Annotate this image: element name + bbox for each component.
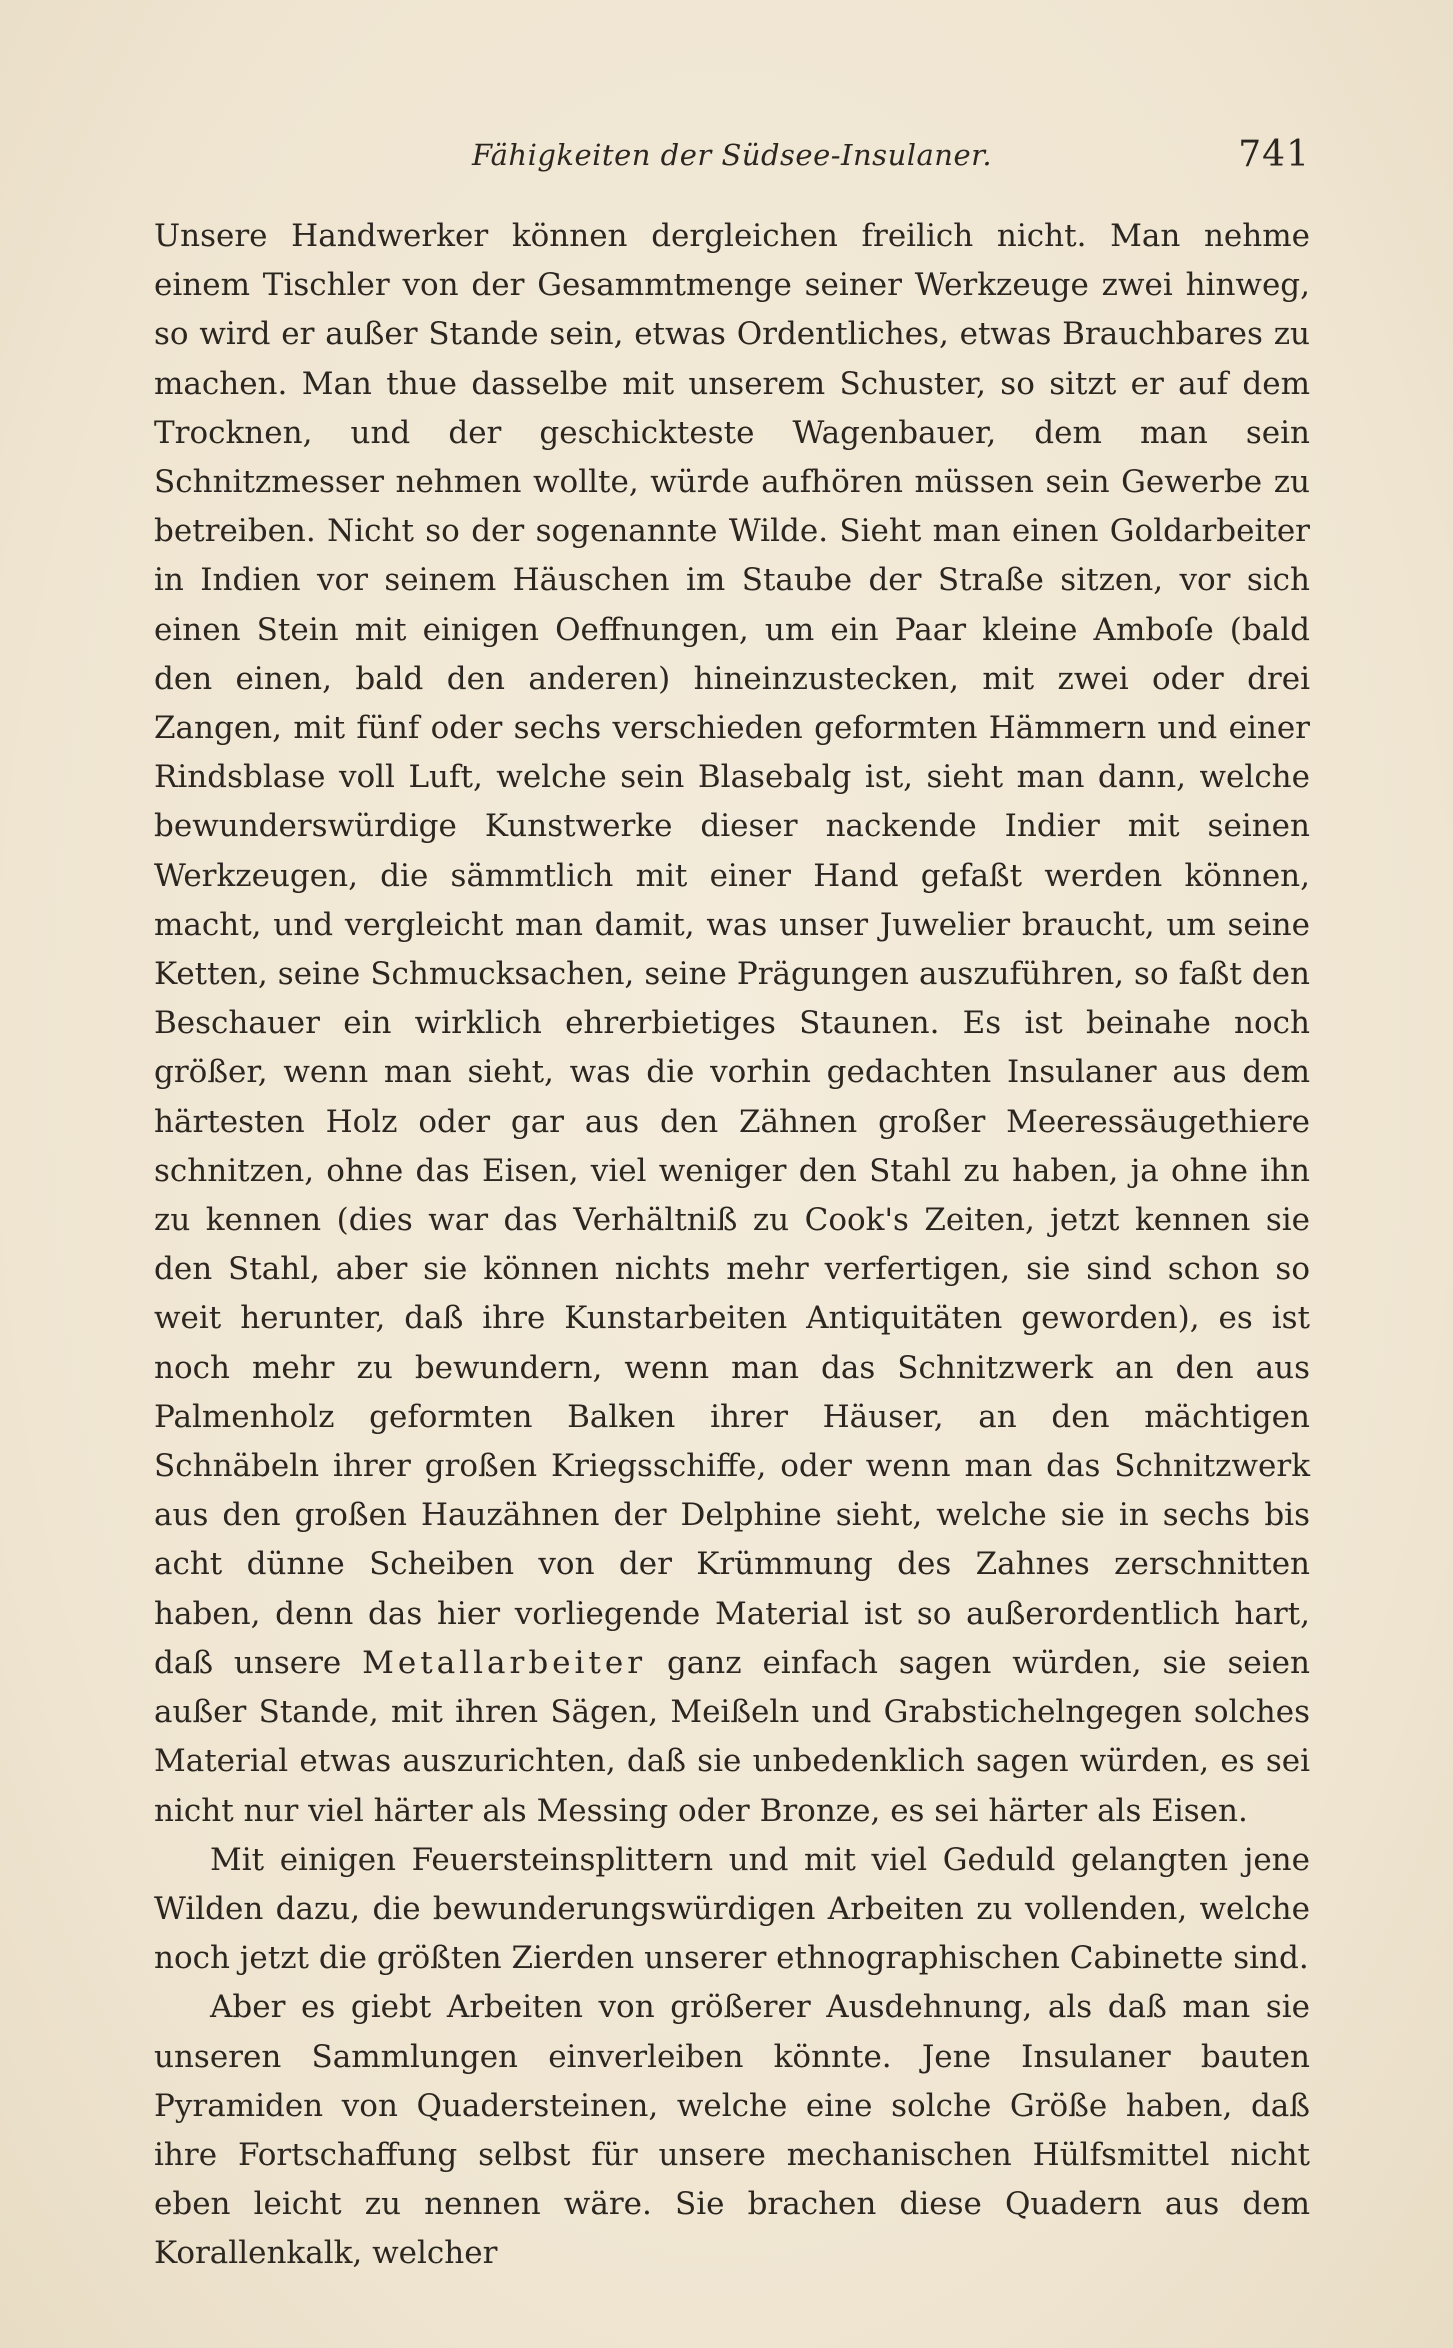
page-header <box>154 134 1310 184</box>
paragraph-pyramids: Aber es giebt Arbeiten von größerer Ausdehnung, als daß man sie unseren Sammlungen einverleiben könnte. Jene Insulaner bauten Pyramiden von Quadersteinen, welche eine solche Größe haben, daß ihre Fortschaffung selbst für unsere mechanischen Hülfsmittel nicht eben leicht zu nennen wäre. Sie brachen diese Quadern aus dem Korallenkalk, welcher <box>154 1989 1310 2272</box>
paragraph-text: ganz einfach sagen würden, sie seien außer Stande, mit ihren Sägen, Meißeln und Grabstichelngegen solches Material etwas auszurichten, daß sie unbedenklich sagen würden, es sei nicht nur viel härter als Messing oder Bronze, es sei härter als Eisen. <box>154 1644 1310 1829</box>
paragraph-flint: Mit einigen Feuersteinsplittern und mit viel Geduld gelangten jene Wilden dazu, die bewunderungswürdigen Arbeiten zu vollenden, welche noch jetzt die größten Zierden unserer ethnographischen Cabinette sind. <box>154 1841 1310 1977</box>
paragraph-text: Unsere Handwerker können dergleichen freilich nicht. Man nehme einem Tischler von der Gesammtmenge seiner Werkzeuge zwei hinweg, so wird er außer Stande sein, etwas Ordentliches, etwas Brauchbares zu machen. Man thue dasselbe mit unserem Schuster, so sitzt er auf dem Trocknen, und der geschickteste Wagenbauer, dem man sein Schnitzmesser nehmen wollte, würde aufhören müssen sein Gewerbe zu betreiben. Nicht so der sogenannte Wilde. Sieht man einen Goldarbeiter in Indien vor seinem Häuschen im Staube der Straße sitzen, vor sich einen Stein mit einigen Oeffnungen, um ein Paar kleine Amboſe (bald den einen, bald den anderen) hineinzustecken, mit zwei oder drei Zangen, mit fünf oder sechs verschieden geformten Hämmern und einer Rindsblase voll Luft, welche sein Blasebalg ist, sieht man dann, welche bewunderswürdige Kunstwerke dieser nackende Indier mit seinen Werkzeugen, die sämmtlich mit einer Hand gefaßt werden können, macht, und vergleicht man damit, was unser Juwelier braucht, um seine Ketten, seine Schmucksachen, seine Prägungen auszuführen, so faßt den Beschauer ein wirklich ehrerbietiges Staunen. Es ist beinahe noch größer, wenn man sieht, was die vorhin gedachten Insulaner aus dem härtesten Holz oder gar aus den Zähnen großer Meeressäugethiere schnitzen, ohne das Eisen, viel weniger den Stahl zu haben, ja ohne ihn zu kennen (dies war das Verhältniß zu Cook's Zeiten, jetzt kennen sie den Stahl, aber sie können nichts mehr verfertigen, sie sind schon so weit herunter, daß ihre Kunstarbeiten Antiquitäten geworden), es ist noch mehr zu bewundern, wenn man das Schnitzwerk an den aus Palmenholz geformten Balken ihrer Häuser, an den mächtigen Schnäbeln ihrer großen Kriegsschiffe, oder wenn man das Schnitzwerk aus den großen Hauzähnen der Delphine sieht, welche sie in sechs bis acht dünne Scheiben von der Krümmung des Zahnes zerschnitten haben, denn das hier vorliegende Material ist so außerordentlich hart, daß unsere <box>154 218 1310 1681</box>
body-text <box>154 212 1310 2279</box>
paragraph-handwork <box>154 212 1310 1836</box>
emphasis-text: Metallarbeiter <box>362 1644 647 1681</box>
running-title: Fähigkeiten der Südsee-Insulaner. <box>471 138 993 172</box>
page-number: 741 <box>1238 134 1310 175</box>
